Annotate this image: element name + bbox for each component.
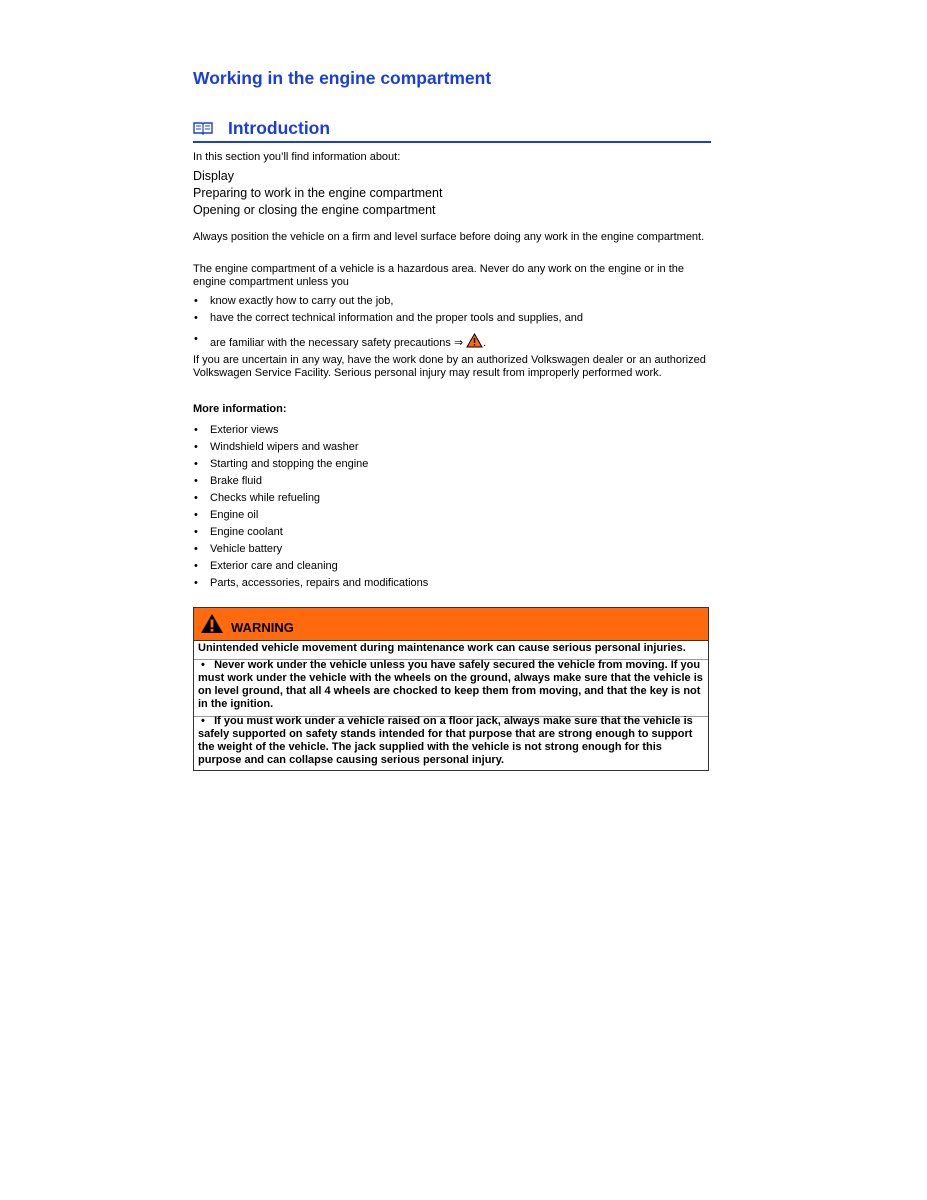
section-title: Introduction (228, 118, 331, 138)
list-item[interactable]: • Engine coolant (194, 526, 283, 538)
topic-link-preparing[interactable]: Preparing to work in the engine compartment (193, 186, 443, 200)
warning-point: • Never work under the vehicle unless you have safely secured the vehicle from moving. If you must work under the vehicle with the wheels on the ground, always make sure that the vehicle is on level ground, that all 4 wheels are chocked to keep them from moving, and that the key is not in the ignition. (198, 659, 703, 710)
list-item[interactable]: • Exterior views (194, 424, 279, 436)
more-info-list (193, 424, 709, 594)
list-item[interactable]: • Engine oil (194, 509, 259, 521)
more-info-title: More information: (193, 403, 287, 415)
warning-point: • If you must work under a vehicle raised on a floor jack, always make sure that the vehicle is safely supported on safety stands intended for that purpose that are strong enough to support the weight of the vehicle. The jack supplied with the vehicle is not strong enough for this purpose and can collapse causing serious personal injury. (198, 715, 693, 766)
intro-text: In this section you’ll find information about: (193, 151, 401, 163)
open-book-icon (193, 121, 213, 135)
conditions-list (193, 295, 709, 350)
list-item[interactable]: • Brake fluid (194, 475, 262, 487)
list-item[interactable]: • Exterior care and cleaning (194, 560, 338, 572)
list-item[interactable]: • Vehicle battery (194, 543, 283, 555)
chapter-title: Working in the engine compartment (193, 68, 492, 88)
list-item[interactable]: • Parts, accessories, repairs and modifications (194, 577, 429, 589)
warning-triangle-icon (200, 613, 224, 634)
paragraph-uncertain: If you are uncertain in any way, have the work done by an authorized Volkswagen dealer or an authorized Volkswagen Service Facility. Serious personal injury may result from improperly performed work. (193, 354, 706, 379)
topic-link-display[interactable]: Display (193, 169, 234, 183)
warning-headline: Unintended vehicle movement during maintenance work can cause serious personal injuries. (198, 642, 686, 654)
list-item: • are familiar with the necessary safety precautions ⇒ . (194, 333, 487, 349)
conditions-suffix: . (483, 337, 487, 349)
section-header (193, 116, 711, 143)
paragraph-hazard: The engine compartment of a vehicle is a hazardous area. Never do any work on the engine or in the engine compartment unless you (193, 263, 685, 288)
warning-header (194, 608, 708, 641)
topic-link-opening-closing[interactable]: Opening or closing the engine compartment (193, 203, 436, 217)
list-item[interactable]: • Windshield wipers and washer (194, 441, 359, 453)
warning-box (193, 607, 709, 771)
list-item[interactable]: • Checks while refueling (194, 492, 321, 504)
list-item[interactable]: • Starting and stopping the engine (194, 458, 369, 470)
list-item: • know exactly how to carry out the job, (194, 295, 394, 307)
paragraph-positioning: Always position the vehicle on a firm and level surface before doing any work in the engine compartment. (193, 231, 705, 243)
warning-triangle-icon[interactable] (466, 333, 483, 348)
warning-label: WARNING (231, 620, 294, 635)
list-item: • have the correct technical information and the proper tools and supplies, and (194, 312, 584, 324)
